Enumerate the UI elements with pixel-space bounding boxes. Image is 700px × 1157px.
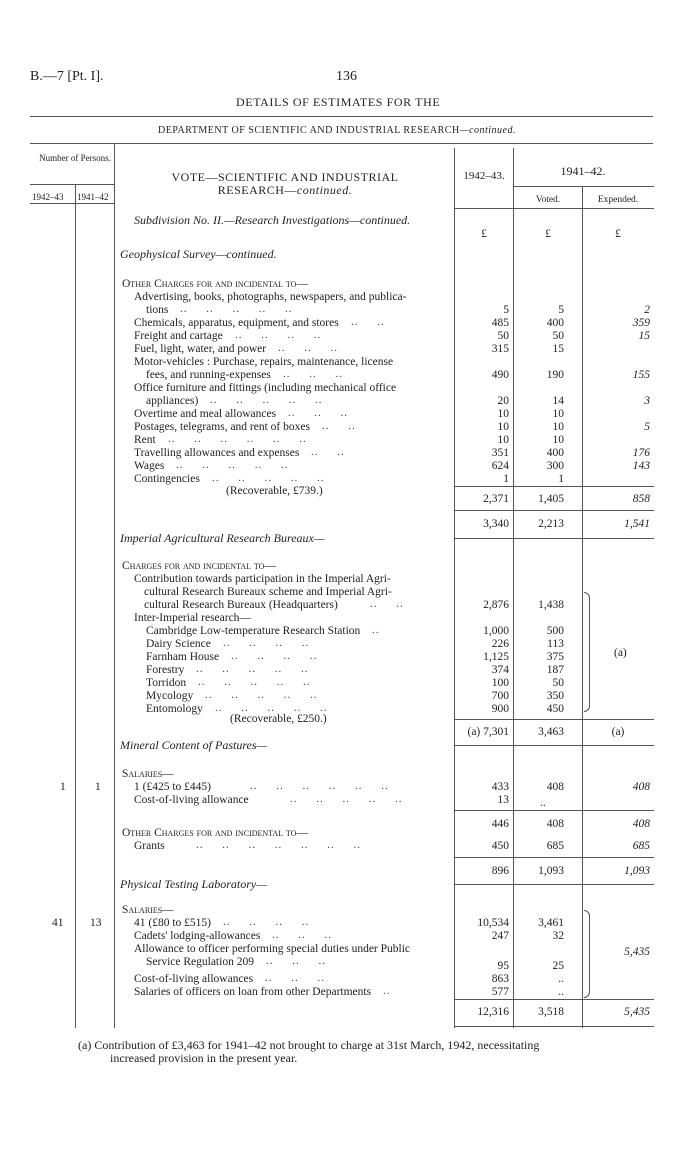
footnote-line2: increased provision in the present year.	[110, 1051, 298, 1065]
brace-mark	[584, 592, 590, 712]
geophysical-item-voted: 14	[552, 395, 564, 407]
currency-expended: £	[615, 228, 621, 240]
geophysical-recoverable: (Recoverable, £739.)	[226, 485, 323, 497]
dot-leader: .. .. .. .. .. .. ..	[196, 839, 361, 851]
page-number: 136	[336, 69, 357, 84]
brace-mark	[584, 910, 590, 998]
imperial-item-1942: 100	[491, 677, 509, 689]
imperial-item-label: Dairy Science	[146, 638, 211, 650]
col-voted: Voted.	[535, 195, 561, 205]
geophysical-item-voted: 1	[558, 473, 564, 485]
geophysical-item-voted: 400	[546, 447, 564, 459]
physical-item-label: Cadets' lodging-allowances	[134, 930, 261, 942]
dot-leader: .. ..	[311, 446, 345, 458]
geophysical-item-expended: 15	[638, 330, 650, 342]
mineral-salary-voted: 408	[546, 781, 564, 793]
mineral-sub-expended: 408	[632, 818, 650, 830]
physical-item-label-cont: Service Regulation 209	[146, 956, 254, 968]
physical-persons-1942: 41	[52, 917, 64, 929]
geophysical-group: Other Charges for and incidental to—	[122, 278, 308, 290]
imperial-item-1942: 226	[491, 638, 509, 650]
imperial-contrib-line2: cultural Research Bureaux scheme and Imperial Agri-	[144, 586, 392, 598]
physical-heading: Physical Testing Laboratory—	[120, 877, 267, 891]
geophysical-item-label-cont: fees, and running-expenses	[146, 369, 271, 381]
dot-leader: .. .. .. ..	[223, 916, 310, 928]
geophysical-item-1942: 10	[497, 408, 509, 420]
imperial-item-label: Forestry	[146, 664, 185, 676]
physical-total-voted: 3,518	[538, 1006, 564, 1018]
dot-leader: .. .. .. ..	[231, 650, 318, 662]
geophysical-item-1942: 10	[497, 421, 509, 433]
imperial-item-label: Farnham House	[146, 651, 220, 663]
physical-item-label: Cost-of-living allowances	[134, 973, 254, 985]
dot-leader: .. .. ..	[288, 407, 348, 419]
imperial-total-expended: (a)	[611, 726, 625, 738]
footnote-line1: (a) Contribution of £3,463 for 1941–42 not brought to charge at 31st March, 1942, necessitating	[78, 1038, 540, 1052]
imperial-contrib-voted: 1,438	[538, 599, 564, 611]
imperial-group: Charges for and incidental to—	[122, 560, 276, 572]
geophysical-item-expended: 176	[632, 447, 650, 459]
imperial-inter: Inter-Imperial research—	[134, 612, 251, 624]
mineral-salary-line: 1 (£425 to £445)	[134, 781, 211, 793]
physical-total-1942: 12,316	[477, 1006, 509, 1018]
imperial-item-voted: 50	[552, 677, 564, 689]
physical-item-label: Salaries of officers on loan from other Departments	[134, 986, 372, 998]
dot-leader: ..	[383, 985, 391, 997]
mineral-salaries: Salaries—	[122, 768, 174, 780]
dot-leader: .. .. ..	[283, 368, 343, 380]
geophysical-item-label: Postages, telegrams, and rent of boxes	[134, 421, 310, 433]
physical-total-expended: 5,435	[624, 1006, 650, 1018]
geophysical-item-1942: 50	[497, 330, 509, 342]
geophysical-item-label: Freight and cartage	[134, 330, 223, 342]
geophysical-item-expended: 5	[644, 421, 650, 433]
mineral-col-1942: 13	[497, 794, 509, 806]
imperial-item-label: Cambridge Low-temperature Research Station	[146, 625, 361, 637]
physical-item-label: 41 (£80 to £515)	[134, 917, 211, 929]
physical-item-1942: 247	[491, 930, 509, 942]
dot-leader: .. .. .. ..	[223, 637, 310, 649]
subdivision-heading: Subdivision No. II.—Research Investigations—continued.	[134, 213, 411, 227]
mineral-col-label: Cost-of-living allowance	[134, 794, 249, 806]
geophysical-item-voted: 15	[552, 343, 564, 355]
imperial-total-voted: 3,463	[538, 726, 564, 738]
dot-leader: .. .. .. .. ..	[180, 303, 293, 315]
geophysical-item-label: Rent	[134, 434, 156, 446]
geophysical-item-voted: 5	[558, 304, 564, 316]
persons-col-1941: 1941–42	[77, 192, 109, 202]
geophysical-item-1942: 5	[503, 304, 509, 316]
page-title: DETAILS OF ESTIMATES FOR THE	[236, 95, 441, 109]
geophysical-item-label: Fuel, light, water, and power	[134, 343, 267, 355]
geophysical-item-1942: 351	[491, 447, 509, 459]
mineral-sub-voted: 408	[546, 818, 564, 830]
vote-title-line1: VOTE—SCIENTIFIC AND INDUSTRIAL	[171, 170, 399, 184]
physical-item-1942: 577	[491, 986, 509, 998]
imperial-brace-note: (a)	[614, 647, 627, 659]
dot-leader: .. ..	[351, 316, 385, 328]
physical-item-voted: 3,461	[538, 917, 564, 929]
dot-leader: .. .. .. .. ..	[290, 793, 403, 805]
geophysical-item-voted: 50	[552, 330, 564, 342]
dot-leader: .. .. .. ..	[235, 329, 322, 341]
physical-item-1942: 10,534	[477, 917, 509, 929]
dot-leader: .. .. .. .. ..	[205, 689, 318, 701]
geophysical-total-voted: 1,405	[538, 493, 564, 505]
physical-item-label: Allowance to officer performing special duties under Public	[134, 943, 411, 955]
mineral-salary-1942: 433	[491, 781, 509, 793]
imperial-item-1942: 1,125	[483, 651, 509, 663]
geophysical-item-1942: 1	[503, 473, 509, 485]
imperial-item-voted: 500	[546, 625, 564, 637]
geophysical-grand-1942: 3,340	[483, 518, 509, 530]
mineral-persons-1941: 1	[95, 781, 101, 793]
geophysical-item-label-cont: tions	[146, 304, 169, 316]
imperial-item-1942: 1,000	[483, 625, 509, 637]
geophysical-item-expended: 359	[632, 317, 650, 329]
geophysical-heading: Geophysical Survey—continued.	[120, 247, 277, 261]
physical-item-voted: ..	[558, 973, 564, 985]
mineral-sub-1942: 446	[491, 818, 509, 830]
dot-leader: .. .. .. .. ..	[196, 663, 309, 675]
geophysical-total-expended: 858	[632, 493, 650, 505]
dot-leader: .. ..	[370, 598, 404, 610]
geophysical-item-label: Contingencies	[134, 473, 200, 485]
geophysical-item-voted: 300	[546, 460, 564, 472]
geophysical-item-voted: 10	[552, 421, 564, 433]
dot-leader: .. .. .. .. ..	[210, 394, 323, 406]
dot-leader: .. .. .. .. ..	[215, 702, 328, 714]
dot-leader: .. .. .. .. ..	[176, 459, 289, 471]
physical-item-voted: 32	[552, 930, 564, 942]
geophysical-item-label: Office furniture and fittings (including mechanical office	[134, 382, 397, 394]
physical-brace-expended: 5,435	[624, 946, 650, 958]
mineral-grants-1942: 450	[491, 840, 509, 852]
geophysical-grand-expended: 1,541	[624, 518, 650, 530]
department-heading: DEPARTMENT OF SCIENTIFIC AND INDUSTRIAL RESEARCH—continued.	[158, 125, 516, 136]
dot-leader: .. ..	[322, 420, 356, 432]
imperial-item-label: Mycology	[146, 690, 194, 702]
physical-persons-1941: 13	[90, 917, 102, 929]
physical-item-voted: 25	[552, 960, 564, 972]
geophysical-item-1942: 10	[497, 434, 509, 446]
imperial-item-1942: 900	[491, 703, 509, 715]
geophysical-item-label: Chemicals, apparatus, equipment, and stores	[134, 317, 339, 329]
imperial-total-1942: (a) 7,301	[467, 726, 509, 738]
mineral-col-voted: ..	[540, 797, 546, 809]
dot-leader: .. .. .. .. ..	[212, 472, 325, 484]
dot-leader: .. .. ..	[272, 929, 332, 941]
geophysical-item-1942: 315	[491, 343, 509, 355]
geophysical-item-label: Motor-vehicles : Purchase, repairs, maintenance, license	[134, 356, 394, 368]
geophysical-item-voted: 10	[552, 408, 564, 420]
mineral-total-voted: 1,093	[538, 865, 564, 877]
geophysical-grand-voted: 2,213	[538, 518, 564, 530]
mineral-other-group: Other Charges for and incidental to—	[122, 827, 308, 839]
dot-leader: .. .. .. .. .. ..	[250, 780, 389, 792]
persons-col-1942: 1942–43	[32, 192, 64, 202]
mineral-grants-voted: 685	[546, 840, 564, 852]
geophysical-item-voted: 10	[552, 434, 564, 446]
mineral-salary-expended: 408	[632, 781, 650, 793]
geophysical-item-voted: 190	[546, 369, 564, 381]
imperial-item-1942: 700	[491, 690, 509, 702]
imperial-recoverable: (Recoverable, £250.)	[230, 713, 327, 725]
geophysical-item-label: Advertising, books, photographs, newspapers, and publica-	[134, 291, 407, 303]
geophysical-item-label-cont: appliances)	[146, 395, 199, 407]
currency-voted: £	[545, 228, 551, 240]
imperial-contrib-line3: cultural Research Bureaux (Headquarters)	[144, 599, 338, 611]
imperial-item-1942: 374	[491, 664, 509, 676]
imperial-item-voted: 187	[546, 664, 564, 676]
geophysical-item-label: Wages	[134, 460, 165, 472]
col-1942-43: 1942–43.	[463, 170, 505, 182]
imperial-heading: Imperial Agricultural Research Bureaux—	[120, 531, 325, 545]
imperial-contrib-line1: Contribution towards participation in the Imperial Agri-	[134, 573, 391, 585]
imperial-item-label: Entomology	[146, 703, 203, 715]
geophysical-item-label: Travelling allowances and expenses	[134, 447, 300, 459]
geophysical-item-label: Overtime and meal allowances	[134, 408, 277, 420]
geophysical-item-1942: 20	[497, 395, 509, 407]
physical-item-1942: 863	[491, 973, 509, 985]
geophysical-item-expended: 3	[644, 395, 650, 407]
mineral-grants-label: Grants	[134, 840, 165, 852]
imperial-item-voted: 450	[546, 703, 564, 715]
dot-leader: .. .. .. .. ..	[198, 676, 311, 688]
imperial-contrib-1942: 2,876	[483, 599, 509, 611]
mineral-heading: Mineral Content of Pastures—	[120, 738, 268, 752]
geophysical-item-1942: 624	[491, 460, 509, 472]
geophysical-item-voted: 400	[546, 317, 564, 329]
mineral-grants-expended: 685	[632, 840, 650, 852]
col-expended: Expended.	[597, 195, 639, 205]
dot-leader: .. .. ..	[278, 342, 338, 354]
geophysical-item-1942: 485	[491, 317, 509, 329]
imperial-item-voted: 375	[546, 651, 564, 663]
imperial-item-voted: 113	[547, 638, 564, 650]
page-reference: B.—7 [Pt. I].	[30, 69, 104, 84]
geophysical-item-1942: 490	[491, 369, 509, 381]
imperial-item-label: Torridon	[146, 677, 187, 689]
physical-item-voted: ..	[558, 986, 564, 998]
currency-1942: £	[481, 228, 487, 240]
mineral-total-expended: 1,093	[624, 865, 650, 877]
dot-leader: .. .. ..	[265, 972, 325, 984]
geophysical-item-expended: 2	[644, 304, 650, 316]
physical-salaries: Salaries—	[122, 904, 174, 916]
mineral-persons-1942: 1	[60, 781, 66, 793]
geophysical-item-expended: 143	[632, 460, 650, 472]
physical-item-1942: 95	[497, 960, 509, 972]
dot-leader: ..	[372, 624, 380, 636]
dot-leader: .. .. ..	[266, 955, 326, 967]
geophysical-total-1942: 2,371	[483, 493, 509, 505]
imperial-item-voted: 350	[546, 690, 564, 702]
persons-header: Number of Persons.	[39, 153, 111, 163]
mineral-total-1942: 896	[491, 865, 509, 877]
dot-leader: .. .. .. .. .. ..	[168, 433, 307, 445]
col-1941-42: 1941–42.	[560, 164, 606, 178]
geophysical-item-expended: 155	[632, 369, 650, 381]
vote-title-line2: RESEARCH—continued.	[217, 183, 353, 197]
